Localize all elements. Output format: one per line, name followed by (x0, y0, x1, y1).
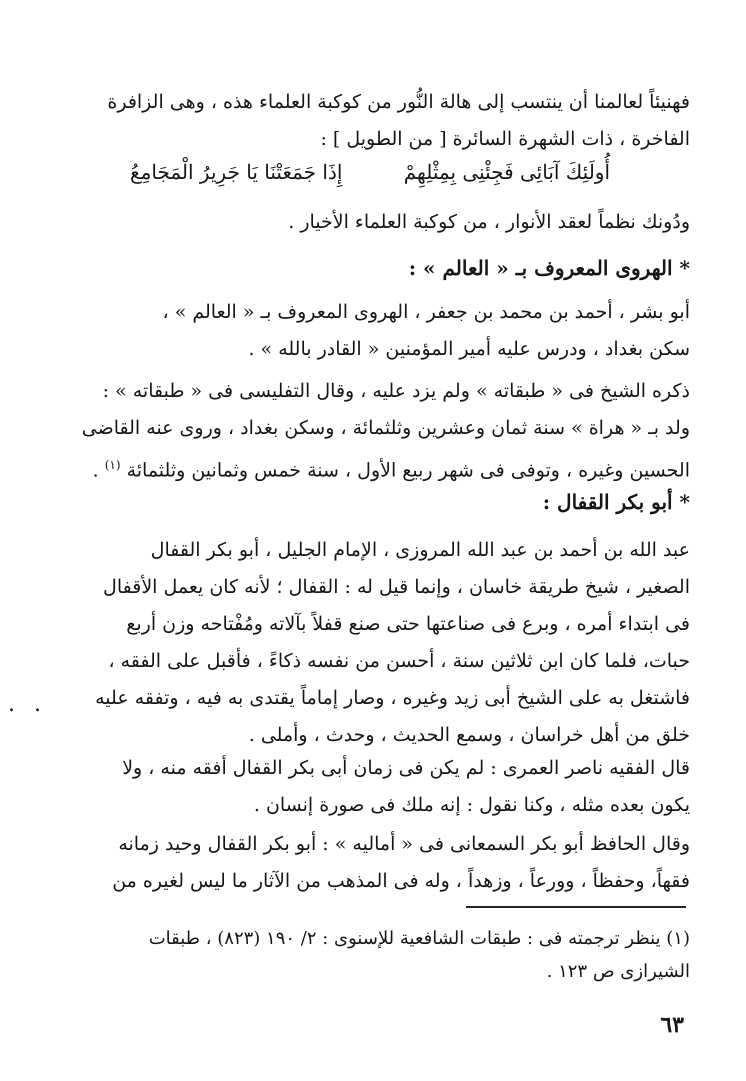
harawi-paragraph-1 (60, 294, 690, 368)
text-line: وقال الحافظ أبو بكر السمعانى فى « أماليه » : أبو بكر القفال وحيد زمانه (118, 833, 690, 855)
text-segment: الحسين وغيره ، وتوفى فى شهر ربيع الأول ، سنة خمس وثمانين وثلثمائة (126, 459, 690, 482)
text-line: قال الفقيه ناصر العمرى : لم يكن فى زمان أبى بكر القفال أفقه منه ، ولا (122, 757, 690, 779)
verse-second-hemistich: إِذَا جَمَعَتْنَا يَا جَرِيرُ الْمَجَامِعُ (130, 160, 343, 184)
qaffal-paragraph-1 (60, 532, 690, 754)
text-line: حبات، فلما كان ابن ثلاثين سنة ، أحسن من نفسه ذكاءً ، فأقبل على الفقه ، (108, 650, 690, 672)
text-line (60, 447, 690, 489)
qaffal-paragraph-3 (60, 826, 690, 900)
text-line: الصغير ، شيخ طريقة خاسان ، وإنما قيل له : القفال ؛ لأنه كان يعمل الأقفال (103, 576, 690, 598)
intro-line-2: الفاخرة ، ذات الشهرة السائرة [ من الطويل ] : (320, 128, 690, 150)
text-line: فقهاً، وحفظاً ، وورعاً ، وزهداً ، وله فى المذهب من الآثار ما ليس لغيره من (112, 870, 690, 892)
section-heading-qaffal: * أبو بكر القفال : (542, 490, 690, 514)
sentence-end: . (92, 459, 105, 482)
text-line: يكون بعده مثله ، وكنا نقول : إنه ملك فى صورة إنسان . (253, 794, 690, 816)
text-line: ولد بـ « هراة » سنة ثمان وعشرين وثلثمائة ، وسكن بغداد ، وروى عنه القاضى (81, 417, 690, 439)
footnote-reference: (١) (104, 458, 121, 472)
text-line: عبد الله بن أحمد بن عبد الله المروزى ، الإمام الجليل ، أبو بكر القفال (150, 539, 690, 561)
intro-line-3: ودُونك نظماً لعقد الأنوار ، من كوكبة العلماء الأخيار . (288, 211, 690, 233)
intro-closing (60, 204, 690, 241)
text-line: ذكره الشيخ فى « طبقاته » ولم يزد عليه ، وقال التفليسى فى « طبقاته » : (102, 380, 690, 402)
poem-verse (130, 152, 610, 192)
harawi-paragraph-2 (60, 373, 690, 489)
text-line: خلق من أهل خراسان ، وسمع الحديث ، وحدث ، وأملى . (248, 724, 690, 746)
footnote (60, 922, 690, 988)
verse-first-hemistich: أُولَئِكَ آبَائِى فَجِئْنِى بِمِثْلِهِمْ (403, 160, 610, 184)
intro-line-1: فهنيئاً لعالمنا أن ينتسب إلى هالة النُّور من كوكبة العلماء هذه ، وهى الزافرة (107, 91, 690, 113)
footnote-divider (466, 906, 686, 908)
text-line: سكن بغداد ، ودرس عليه أمير المؤمنين « القادر بالله » . (248, 338, 690, 360)
text-line: أبو بشر ، أحمد بن محمد بن جعفر ، الهروى المعروف بـ « العالم » ، (162, 301, 690, 323)
footnote-line-1: (١) ينظر ترجمته فى : طبقات الشافعية للإسنوى : ٢/ ١٩٠ (٨٢٣) ، طبقات (148, 928, 690, 949)
section-heading-harawi: * الهروى المعروف بـ « العالم » : (408, 256, 690, 280)
intro-text (60, 84, 690, 158)
text-line: فى ابتداء أمره ، وبرع فى صناعتها حتى صنع قفلاً بآلاته ومُفْتاحه وزن أربع (126, 613, 690, 635)
text-line: فاشتغل به على الشيخ أبى زيد وغيره ، وصار إماماً يقتدى به فيه ، وتفقه عليه (95, 687, 690, 709)
footnote-line-2: الشيرازى ص ١٢٣ . (546, 961, 690, 982)
qaffal-paragraph-2 (60, 750, 690, 824)
margin-marks: . . (8, 692, 47, 717)
page-number: ٦٣ (660, 1012, 684, 1038)
